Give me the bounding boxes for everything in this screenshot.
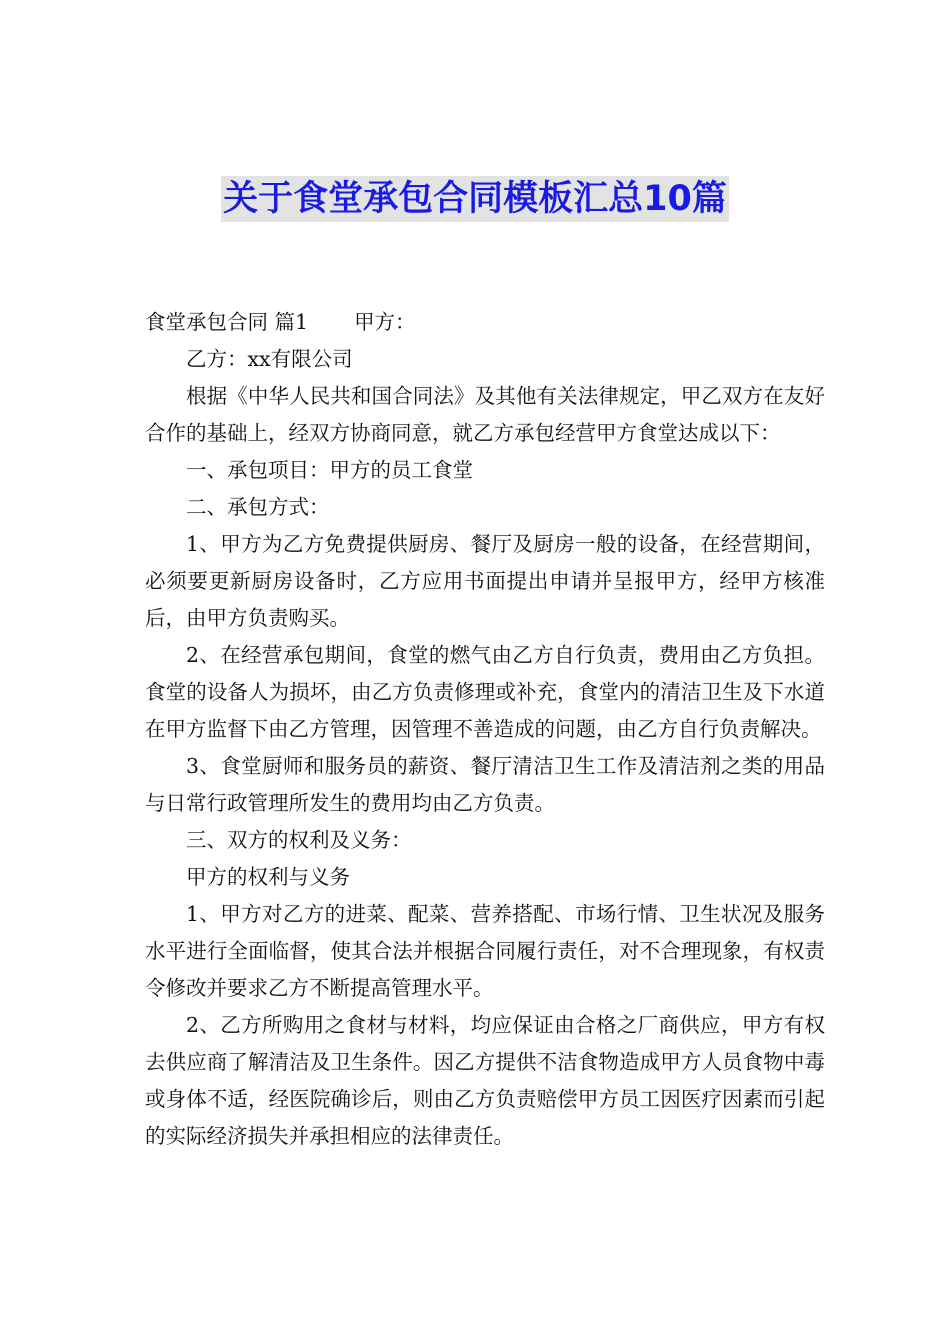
paragraph: 三、双方的权利及义务： xyxy=(186,828,412,852)
paragraph: 甲方的权利与义务 xyxy=(186,865,350,889)
paragraph: 根据《中华人民共和国合同法》及其他有关法律规定，甲乙双方在友好合作的基础上，经双方协商同意，就乙方承包经营甲方食堂达成以下： xyxy=(145,384,825,445)
document-title: 关于食堂承包合同模板汇总10篇 xyxy=(221,176,729,222)
paragraph: 1、甲方为乙方免费提供厨房、餐厅及厨房一般的设备，在经营期间，必须要更新厨房设备时，乙方应用书面提出申请并呈报甲方，经甲方核准后，由甲方负责购买。 xyxy=(145,532,825,630)
paragraph: 3、食堂厨师和服务员的薪资、餐厅清洁卫生工作及清洁剂之类的用品与日常行政管理所发生的费用均由乙方负责。 xyxy=(145,754,825,815)
paragraph: 乙方：xx有限公司 xyxy=(186,347,353,371)
paragraph: 二、承包方式： xyxy=(186,495,330,519)
paragraph: 1、甲方对乙方的进菜、配菜、营养搭配、市场行情、卫生状况及服务水平进行全面临督，使其合法并根据合同履行责任，对不合理现象，有权责令修改并要求乙方不断提高管理水平。 xyxy=(145,902,825,1000)
paragraph: 一、承包项目：甲方的员工食堂 xyxy=(186,458,473,482)
party-a-label: 甲方： xyxy=(354,310,416,334)
title-wrap xyxy=(0,176,950,222)
paragraph: 2、乙方所购用之食材与材料，均应保证由合格之厂商供应，甲方有权去供应商了解清洁及卫生条件。因乙方提供不洁食物造成甲方人员食物中毒或身体不适，经医院确诊后，则由乙方负责赔偿甲方员工因医疗因素而引起的实际经济损失并承担相应的法律责任。 xyxy=(145,1013,825,1148)
first-line xyxy=(145,304,825,341)
document-body xyxy=(145,304,825,1155)
paragraph: 2、在经营承包期间，食堂的燃气由乙方自行负责，费用由乙方负担。食堂的设备人为损坏，由乙方负责修理或补充，食堂内的清洁卫生及下水道在甲方监督下由乙方管理，因管理不善造成的问题，由乙方自行负责解决。 xyxy=(145,643,825,741)
section-heading: 食堂承包合同 篇1 xyxy=(145,310,309,334)
